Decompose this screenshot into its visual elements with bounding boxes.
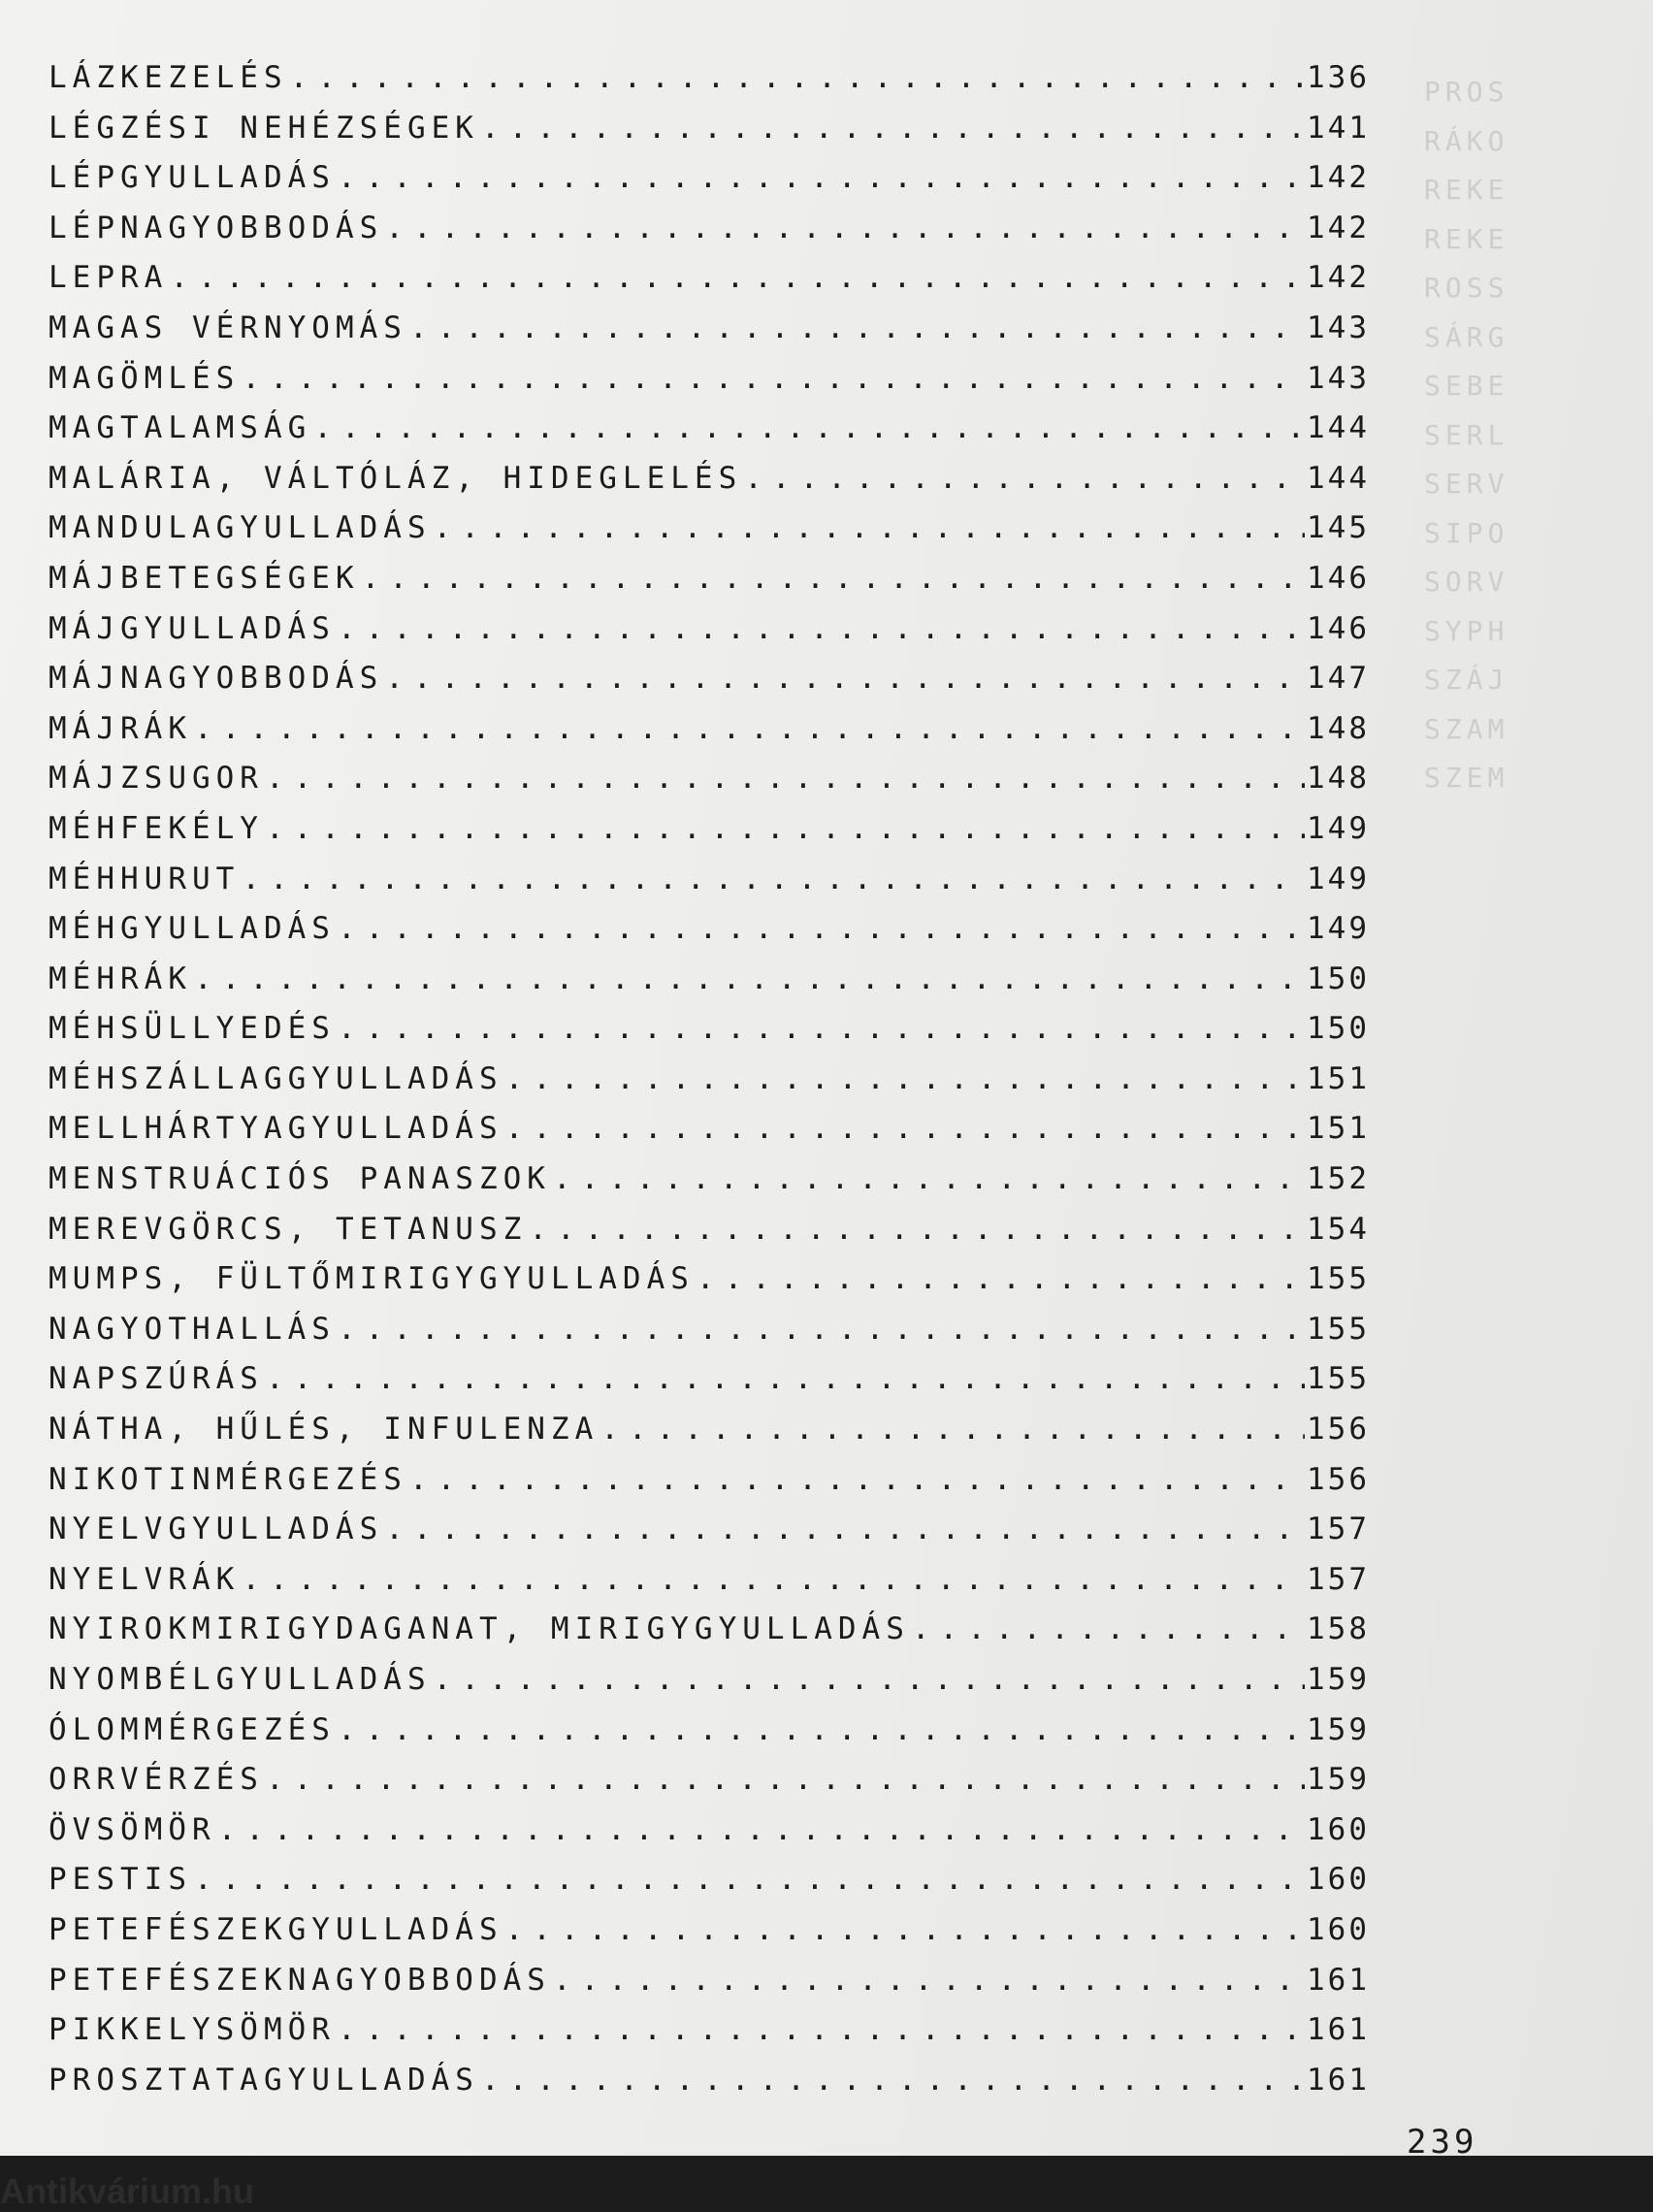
index-entry xyxy=(49,711,1370,762)
entry-term: NYOMBÉLGYULLADÁS xyxy=(49,1662,432,1697)
entry-term: MÁJBETEGSÉGEK xyxy=(49,560,360,596)
index-entry xyxy=(49,811,1370,862)
index-entry xyxy=(49,410,1370,461)
index-entry xyxy=(49,1161,1370,1212)
entry-term: MÉHGYULLADÁS xyxy=(49,911,336,947)
entry-term: NYELVGYULLADÁS xyxy=(49,1512,384,1547)
entry-term: ORRVÉRZÉS xyxy=(49,1762,264,1798)
dot-leader xyxy=(266,1361,1305,1396)
entry-term: NAPSZÚRÁS xyxy=(49,1361,264,1397)
entry-page: 156 xyxy=(1307,1412,1370,1448)
entry-page: 148 xyxy=(1307,710,1370,746)
entry-term: PROSZTATAGYULLADÁS xyxy=(49,2062,479,2098)
entry-term: MÁJNAGYOBBODÁS xyxy=(49,661,384,697)
index-entry xyxy=(49,961,1370,1012)
dot-leader xyxy=(266,1762,1305,1797)
entry-page: 161 xyxy=(1307,1962,1370,1998)
entry-term: MAGÖMLÉS xyxy=(49,360,241,396)
dot-leader xyxy=(434,1662,1305,1697)
entry-term: MÉHSÜLLYEDÉS xyxy=(49,1011,336,1047)
index-entry xyxy=(49,211,1370,261)
entry-page: 160 xyxy=(1307,1811,1370,1847)
dot-leader xyxy=(266,761,1305,796)
dot-leader xyxy=(481,111,1305,146)
entry-term: LÁZKEZELÉS xyxy=(49,60,288,95)
entry-page: 141 xyxy=(1307,110,1370,146)
entry-page: 156 xyxy=(1307,1461,1370,1497)
entry-page: 142 xyxy=(1307,160,1370,196)
entry-page: 155 xyxy=(1307,1261,1370,1297)
entry-page: 159 xyxy=(1307,1711,1370,1747)
entry-term: MÁJZSUGOR xyxy=(49,761,264,797)
dot-leader xyxy=(553,1963,1305,1998)
entry-page: 160 xyxy=(1307,1911,1370,1947)
dot-leader xyxy=(338,1712,1305,1747)
index-entry xyxy=(49,2012,1370,2063)
entry-page: 150 xyxy=(1307,1011,1370,1047)
dot-leader xyxy=(242,361,1305,396)
entry-page: 143 xyxy=(1307,360,1370,396)
dot-leader xyxy=(409,310,1305,345)
index-entry xyxy=(49,1361,1370,1412)
entry-term: PETEFÉSZEKGYULLADÁS xyxy=(49,1911,503,1947)
entry-term: MÉHHURUT xyxy=(49,861,241,896)
entry-page: 155 xyxy=(1307,1361,1370,1397)
entry-term: NIKOTINMÉRGEZÉS xyxy=(49,1461,407,1497)
entry-term: PIKKELYSÖMÖR xyxy=(49,2012,336,2048)
index-entry xyxy=(49,561,1370,611)
entry-page: 158 xyxy=(1307,1611,1370,1647)
entry-page: 152 xyxy=(1307,1161,1370,1197)
entry-page: 151 xyxy=(1307,1111,1370,1147)
dot-leader xyxy=(553,1161,1305,1196)
index-list xyxy=(49,60,1370,2112)
entry-page: 142 xyxy=(1307,260,1370,296)
dot-leader xyxy=(505,1061,1305,1096)
dot-leader xyxy=(385,211,1305,245)
entry-page: 149 xyxy=(1307,911,1370,947)
index-entry xyxy=(49,1611,1370,1662)
index-entry xyxy=(49,60,1370,111)
dot-leader xyxy=(600,1412,1305,1447)
dot-leader xyxy=(313,410,1305,445)
dot-leader xyxy=(242,1562,1305,1597)
entry-term: MENSTRUÁCIÓS PANASZOK xyxy=(49,1161,551,1197)
entry-page: 161 xyxy=(1307,2012,1370,2048)
entry-page: 146 xyxy=(1307,610,1370,646)
dot-leader xyxy=(338,911,1305,946)
dot-leader xyxy=(434,510,1305,545)
dot-leader xyxy=(218,1812,1305,1847)
dot-leader xyxy=(409,1462,1305,1497)
entry-page: 154 xyxy=(1307,1211,1370,1247)
entry-term: NAGYOTHALLÁS xyxy=(49,1311,336,1347)
dot-leader xyxy=(385,661,1305,696)
index-entry xyxy=(49,1261,1370,1312)
entry-page: 145 xyxy=(1307,510,1370,546)
index-entry xyxy=(49,111,1370,161)
dot-leader xyxy=(505,1912,1305,1947)
index-entry xyxy=(49,1462,1370,1513)
entry-page: 142 xyxy=(1307,210,1370,245)
entry-term: NYIROKMIRIGYDAGANAT, MIRIGYGYULLADÁS xyxy=(49,1611,910,1647)
index-entry xyxy=(49,461,1370,511)
entry-term: PETEFÉSZEKNAGYOBBODÁS xyxy=(49,1962,551,1998)
index-entry xyxy=(49,361,1370,411)
bleed-through-text: PROS RÁKO REKE REKE ROSS SÁRG SEBE SERL SERV SIPO SORV SYPH SZÁJ SZAM SZEM xyxy=(1424,76,1509,794)
entry-term: MÁJGYULLADÁS xyxy=(49,610,336,646)
entry-term: NYELVRÁK xyxy=(49,1561,241,1597)
index-entry xyxy=(49,1862,1370,1912)
entry-page: 159 xyxy=(1307,1762,1370,1798)
entry-page: 149 xyxy=(1307,810,1370,846)
index-entry xyxy=(49,1712,1370,1763)
dot-leader xyxy=(194,1862,1305,1897)
index-entry xyxy=(49,862,1370,912)
dot-leader xyxy=(338,1312,1305,1347)
page-number: 239 xyxy=(1407,2123,1478,2156)
entry-term: MUMPS, FÜLTŐMIRIGYGYULLADÁS xyxy=(49,1261,695,1297)
index-entry xyxy=(49,1011,1370,1061)
index-entry xyxy=(49,310,1370,361)
dot-leader xyxy=(266,811,1305,846)
entry-page: 150 xyxy=(1307,960,1370,996)
index-entry xyxy=(49,1512,1370,1562)
dot-leader xyxy=(338,160,1305,195)
entry-page: 157 xyxy=(1307,1512,1370,1547)
index-entry xyxy=(49,761,1370,811)
entry-page: 149 xyxy=(1307,861,1370,896)
index-entry xyxy=(49,1061,1370,1112)
entry-term: MALÁRIA, VÁLTÓLÁZ, HIDEGLELÉS xyxy=(49,460,743,496)
entry-page: 144 xyxy=(1307,460,1370,496)
dot-leader xyxy=(481,2063,1305,2098)
index-entry xyxy=(49,911,1370,961)
index-entry xyxy=(49,1212,1370,1262)
dot-leader xyxy=(385,1512,1305,1546)
entry-page: 146 xyxy=(1307,560,1370,596)
index-entry xyxy=(49,1812,1370,1863)
index-entry xyxy=(49,260,1370,310)
entry-term: MEREVGÖRCS, TETANUSZ xyxy=(49,1211,528,1247)
entry-term: LÉPNAGYOBBODÁS xyxy=(49,210,384,245)
entry-term: MÁJRÁK xyxy=(49,710,192,746)
entry-term: MAGAS VÉRNYOMÁS xyxy=(49,309,407,345)
dot-leader xyxy=(362,561,1305,596)
dot-leader xyxy=(338,1011,1305,1046)
index-entry xyxy=(49,160,1370,211)
entry-term: MÉHSZÁLLAGGYULLADÁS xyxy=(49,1060,503,1096)
entry-page: 151 xyxy=(1307,1060,1370,1096)
entry-page: 155 xyxy=(1307,1311,1370,1347)
dot-leader xyxy=(505,1111,1305,1146)
entry-page: 144 xyxy=(1307,410,1370,446)
entry-term: NÁTHA, HŰLÉS, INFULENZA xyxy=(49,1412,600,1448)
entry-term: MANDULAGYULLADÁS xyxy=(49,510,432,546)
index-entry xyxy=(49,1412,1370,1462)
entry-page: 147 xyxy=(1307,661,1370,697)
index-entry xyxy=(49,661,1370,711)
index-entry xyxy=(49,1662,1370,1712)
entry-term: LÉGZÉSI NEHÉZSÉGEK xyxy=(49,110,479,146)
entry-page: 148 xyxy=(1307,761,1370,797)
index-entry xyxy=(49,1912,1370,1963)
dot-leader xyxy=(290,60,1305,95)
index-entry xyxy=(49,2063,1370,2113)
dot-leader xyxy=(194,961,1305,996)
entry-term: MÉHRÁK xyxy=(49,960,192,996)
index-entry xyxy=(49,1762,1370,1812)
entry-page: 143 xyxy=(1307,309,1370,345)
index-entry xyxy=(49,1312,1370,1362)
dot-leader xyxy=(170,260,1305,295)
watermark-text: Antikvárium.hu xyxy=(0,2171,255,2211)
index-entry xyxy=(49,1562,1370,1612)
dot-leader xyxy=(194,711,1305,746)
entry-term: LEPRA xyxy=(49,260,169,296)
dot-leader xyxy=(744,461,1305,496)
entry-term: MAGTALAMSÁG xyxy=(49,410,312,446)
entry-page: 159 xyxy=(1307,1662,1370,1697)
entry-term: PESTIS xyxy=(49,1862,192,1898)
entry-term: MELLHÁRTYAGYULLADÁS xyxy=(49,1111,503,1147)
entry-page: 157 xyxy=(1307,1561,1370,1597)
index-entry xyxy=(49,611,1370,662)
entry-page: 161 xyxy=(1307,2062,1370,2098)
entry-page: 136 xyxy=(1307,60,1370,95)
entry-page: 160 xyxy=(1307,1862,1370,1898)
index-entry xyxy=(49,510,1370,561)
dot-leader xyxy=(697,1261,1305,1296)
index-entry xyxy=(49,1963,1370,2013)
dot-leader xyxy=(529,1212,1305,1247)
entry-term: MÉHFEKÉLY xyxy=(49,810,264,846)
entry-term: ÖVSÖMÖR xyxy=(49,1811,216,1847)
dot-leader xyxy=(338,611,1305,646)
dot-leader xyxy=(242,862,1305,896)
entry-term: ÓLOMMÉRGEZÉS xyxy=(49,1711,336,1747)
dot-leader xyxy=(912,1611,1305,1646)
dot-leader xyxy=(338,2012,1305,2047)
entry-term: LÉPGYULLADÁS xyxy=(49,160,336,196)
index-entry xyxy=(49,1111,1370,1161)
